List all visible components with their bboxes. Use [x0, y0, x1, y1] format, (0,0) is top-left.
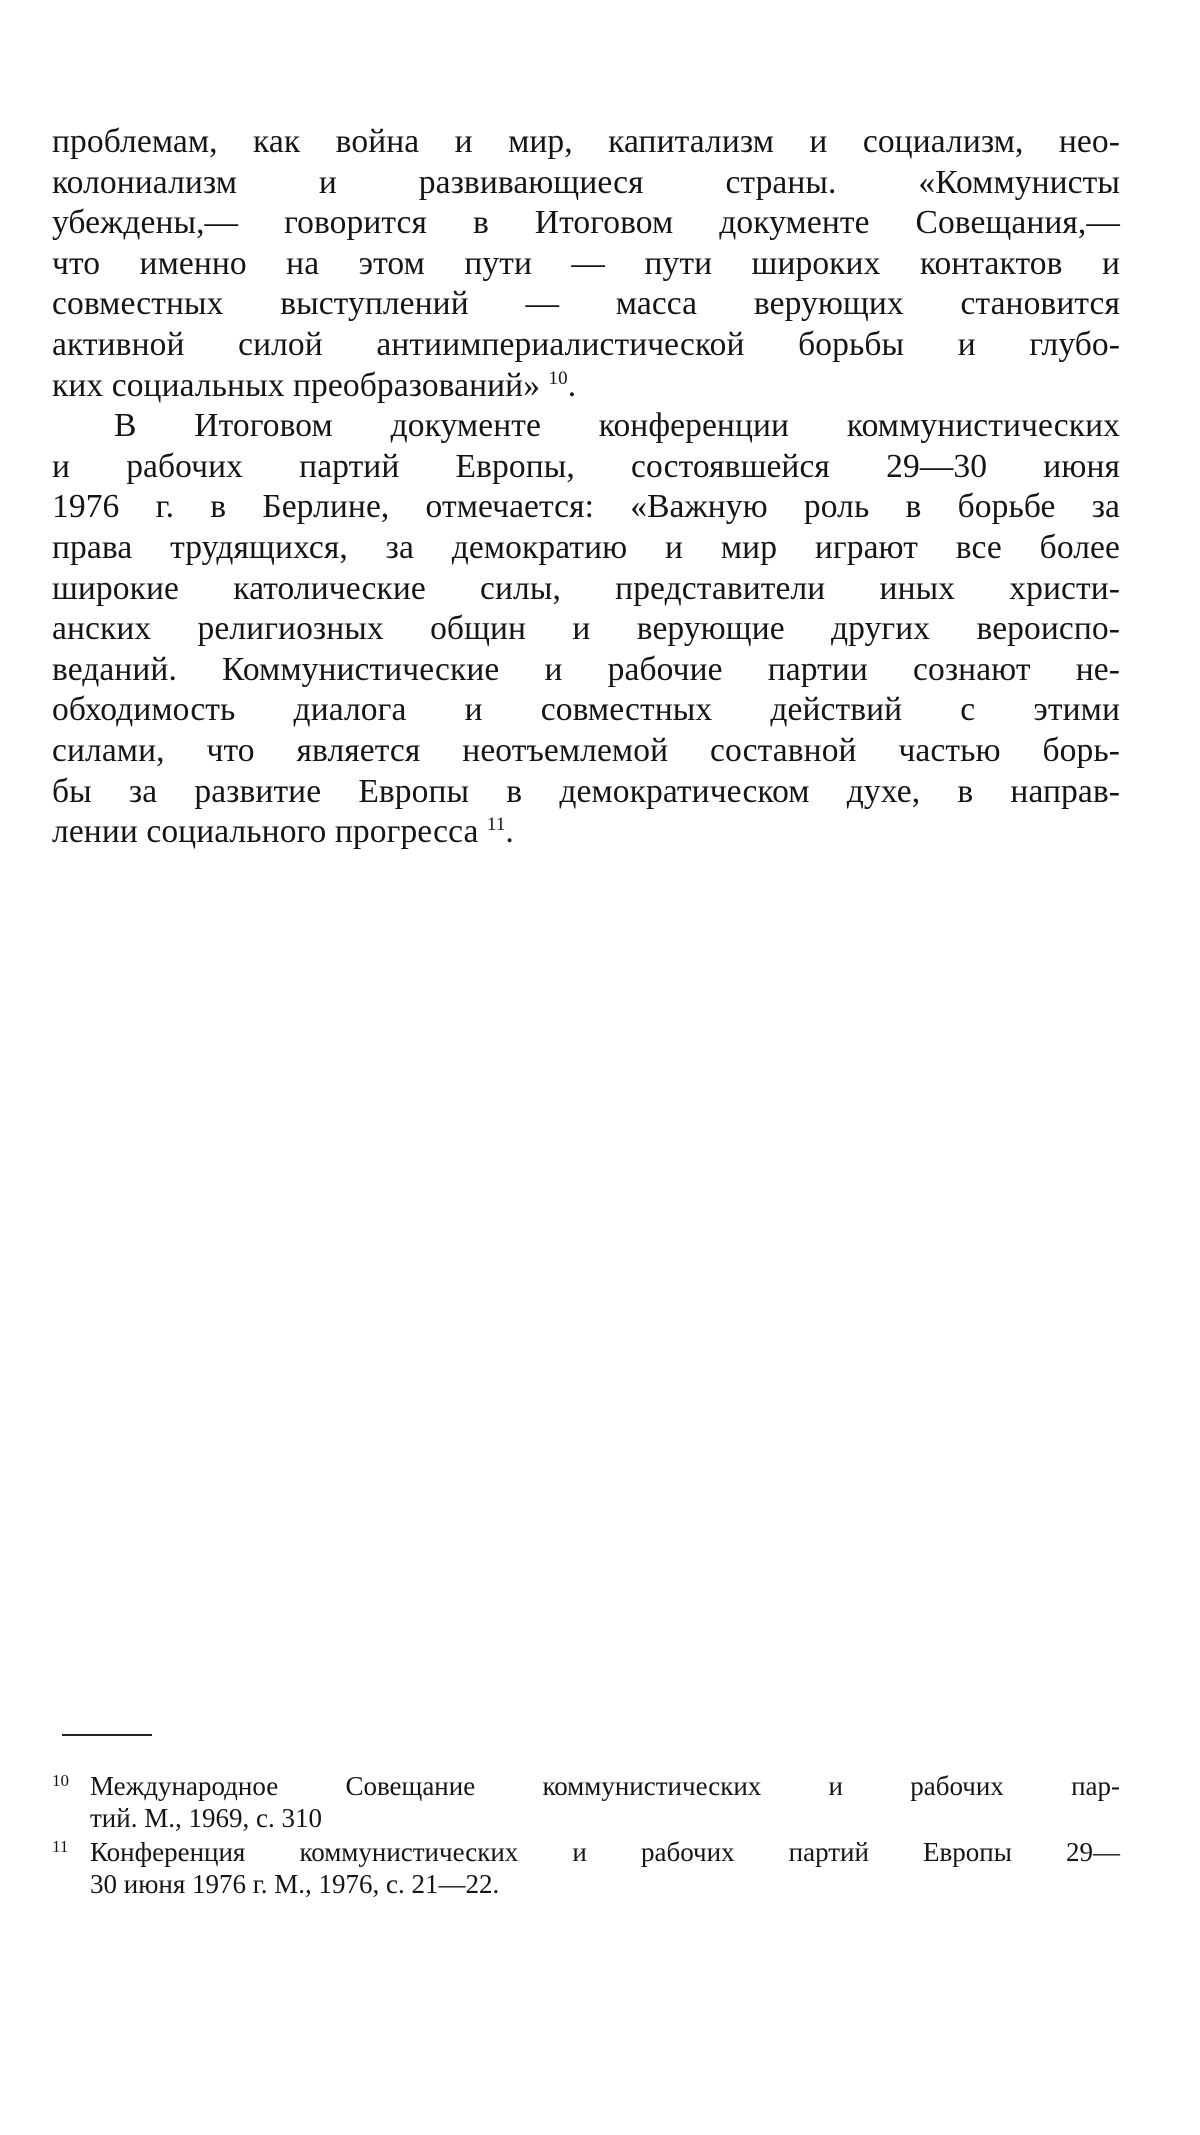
footnote-line: тий. М., 1969, с. 310 [90, 1803, 322, 1833]
text-line: что именно на этом пути — пути широких контактов и [52, 244, 1120, 282]
footnote-mark: 11 [52, 1837, 69, 1856]
paragraph-2 [52, 406, 1120, 853]
footnote-mark: 10 [52, 1771, 69, 1790]
text-line-last [52, 812, 1120, 853]
text-line-content: лении социального прогресса [52, 813, 479, 851]
text-line-last [52, 366, 1120, 407]
text-line-indented: В Итоговом документе конференции коммунистических [114, 407, 1120, 445]
text-line: проблемам, как война и мир, капитализм и социализм, нео- [52, 123, 1120, 160]
footnote-line: Конференция коммунистических и рабочих партий Европы 29— [90, 1837, 1120, 1867]
footnote-reference: 10 [548, 367, 568, 389]
text-line: широкие католические силы, представители иных христи- [52, 569, 1120, 607]
text-line-content: ких социальных преобразований» [52, 366, 541, 404]
text-line: веданий. Коммунистические и рабочие партии сознают не- [52, 650, 1120, 688]
text-line: активной силой антиимпериалистической борьбы и глубо- [52, 325, 1120, 363]
text-line: бы за развитие Европы в демократическом духе, в направ- [52, 772, 1120, 810]
text-line: анских религиозных общин и верующие других вероиспо- [52, 610, 1120, 648]
main-text [52, 122, 1120, 853]
footnote-line: 30 июня 1976 г. М., 1976, с. 21—22. [90, 1869, 500, 1899]
text-line: силами, что является неотъемлемой составной частью борь- [52, 731, 1120, 769]
text-line: 1976 г. в Берлине, отмечается: «Важную роль в борьбе за [52, 488, 1120, 526]
text-line: совместных выступлений — масса верующих становится [52, 285, 1120, 323]
text-line: обходимость диалога и совместных действий с этими [52, 691, 1120, 729]
footnote-11 [52, 1836, 1120, 1900]
text-line: и рабочих партий Европы, состоявшейся 29—30 июня [52, 447, 1120, 485]
footnote-reference: 11 [486, 813, 506, 835]
footnote-divider [62, 1734, 152, 1736]
footnote-10 [52, 1770, 1120, 1834]
sentence-end: . [567, 366, 577, 404]
text-line: колониализм и развивающиеся страны. «Коммунисты [52, 163, 1120, 201]
text-line: права трудящихся, за демократию и мир играют все более [52, 528, 1120, 566]
sentence-end: . [505, 813, 514, 851]
paragraph-1 [52, 122, 1120, 406]
footnotes [52, 1770, 1120, 1902]
text-line: убеждены,— говорится в Итоговом документе Совещания,— [52, 204, 1120, 242]
footnote-line: Международное Совещание коммунистических и рабочих пар- [90, 1771, 1120, 1801]
